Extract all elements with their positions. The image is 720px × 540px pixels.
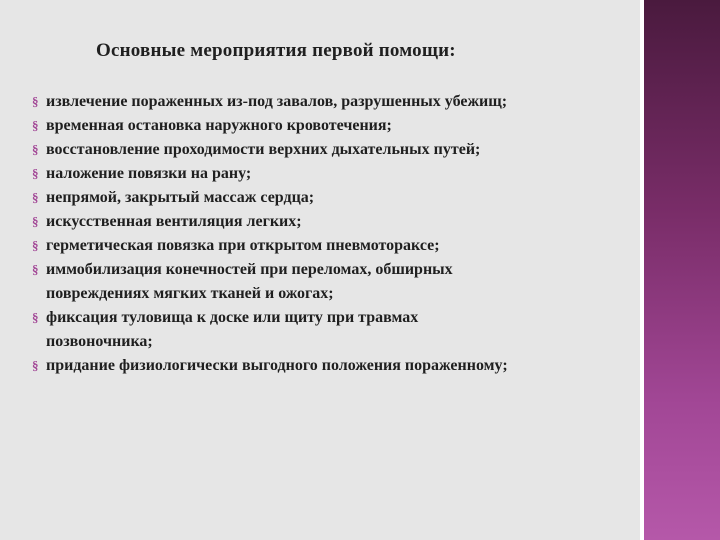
bullet-icon: § <box>32 166 39 181</box>
list-item <box>32 258 632 306</box>
list-item-text: временная остановка наружного кровотечения; <box>46 117 392 134</box>
list-item-text: наложение повязки на рану; <box>46 165 252 182</box>
list-item-text: герметическая повязка при открытом пневмотораксе; <box>46 237 440 254</box>
slide-title: Основные мероприятия первой помощи: <box>96 40 456 61</box>
list-item <box>32 306 632 354</box>
list-item <box>32 114 632 138</box>
list-item-text: извлечение пораженных из-под завалов, разрушенных убежищ; <box>46 93 508 110</box>
list-item <box>32 210 632 234</box>
list-item <box>32 354 632 378</box>
bullet-icon: § <box>32 142 39 157</box>
bullet-icon: § <box>32 190 39 205</box>
list-item-text: фиксация туловища к доске или щиту при травмах <box>46 309 419 326</box>
bullet-icon: § <box>32 358 39 373</box>
bullet-icon: § <box>32 94 39 109</box>
list-item <box>32 90 632 114</box>
list-item-text: иммобилизация конечностей при переломах, обширных <box>46 261 453 278</box>
list-item-text: непрямой, закрытый массаж сердца; <box>46 189 315 206</box>
first-aid-list <box>32 90 632 378</box>
list-item <box>32 138 632 162</box>
list-item-text-continued: позвоночника; <box>46 333 153 350</box>
bullet-icon: § <box>32 262 39 277</box>
accent-side-bar <box>644 0 720 540</box>
list-item-text: придание физиологически выгодного положения пораженному; <box>46 357 508 374</box>
bullet-icon: § <box>32 118 39 133</box>
list-item-text-continued: повреждениях мягких тканей и ожогах; <box>46 285 334 302</box>
list-item <box>32 162 632 186</box>
bullet-icon: § <box>32 238 39 253</box>
list-item-text: восстановление проходимости верхних дыхательных путей; <box>46 141 481 158</box>
bullet-icon: § <box>32 214 39 229</box>
list-item-text: искусственная вентиляция легких; <box>46 213 302 230</box>
bullet-icon: § <box>32 310 39 325</box>
list-item <box>32 186 632 210</box>
list-item <box>32 234 632 258</box>
